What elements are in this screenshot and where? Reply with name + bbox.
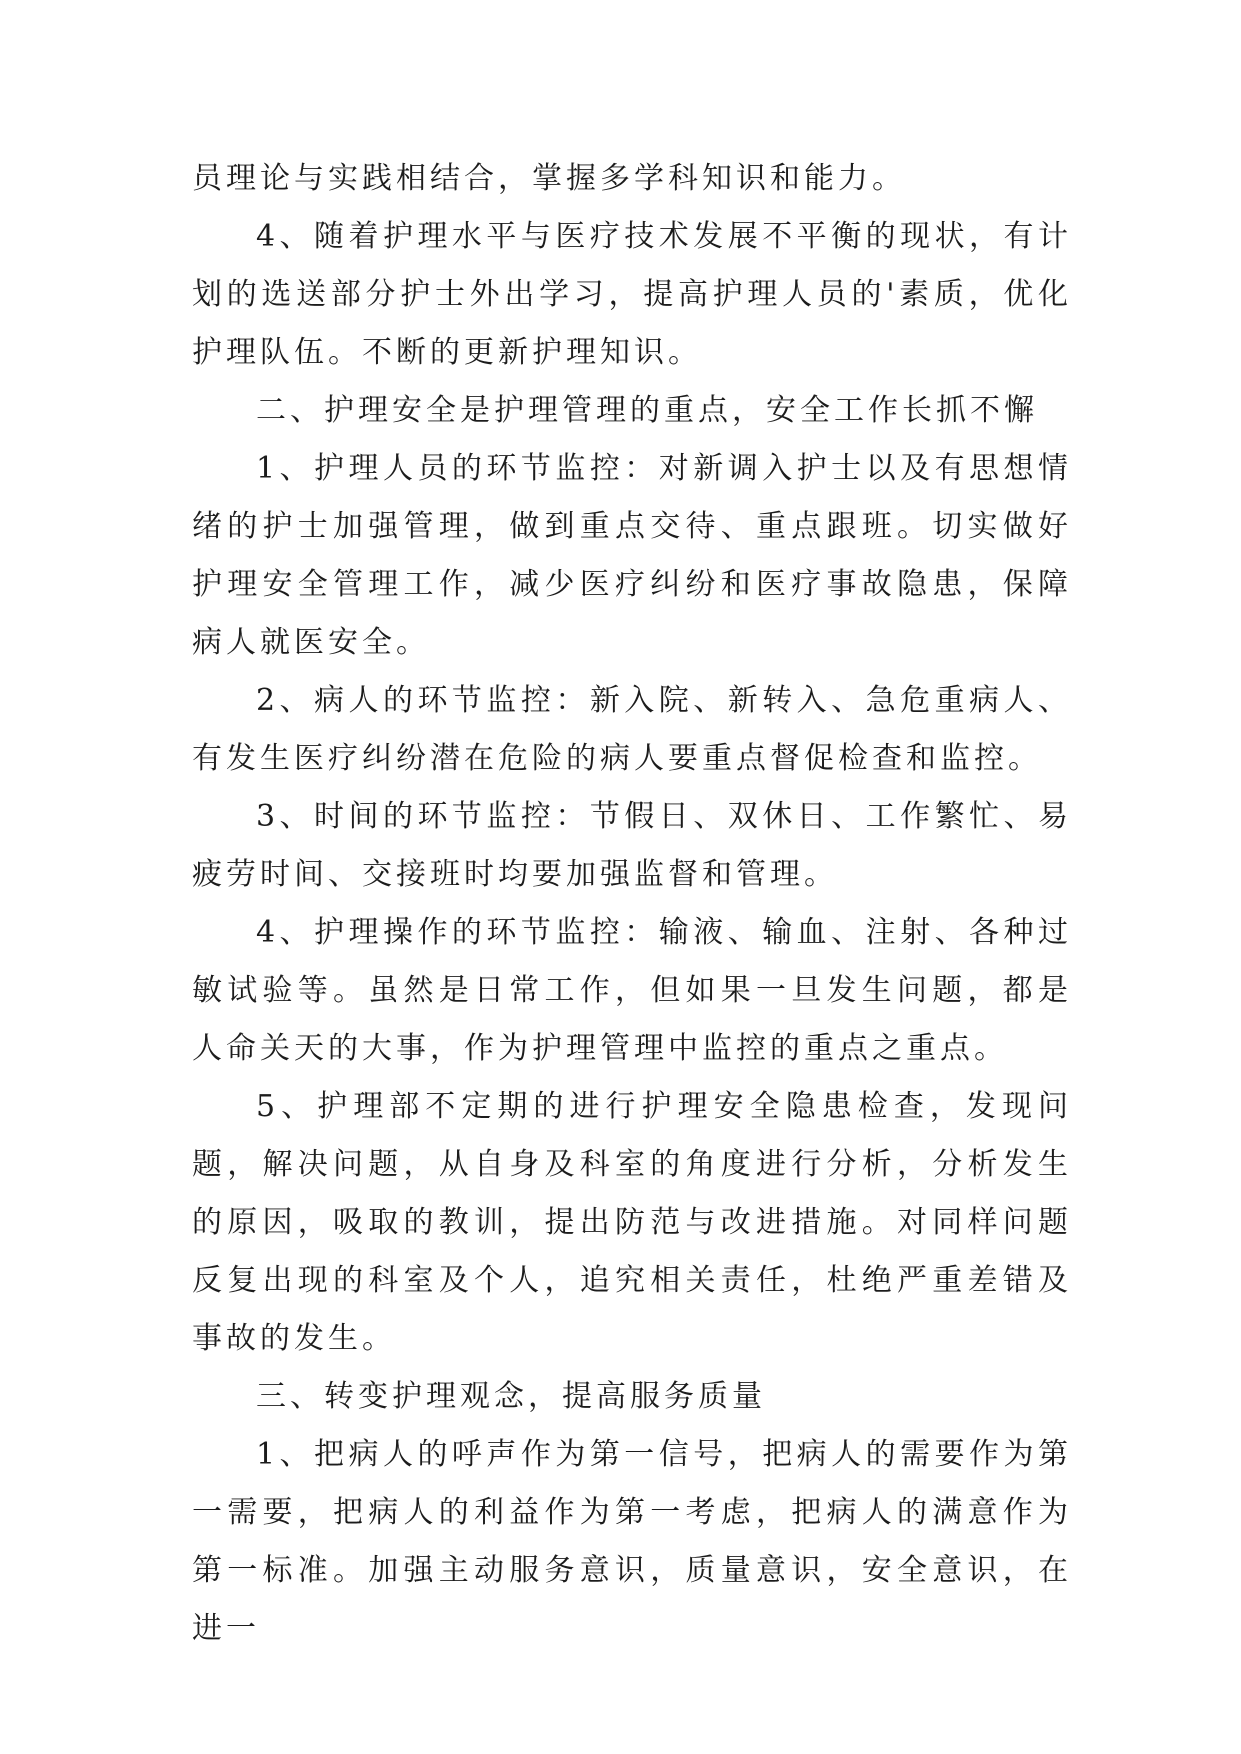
paragraph-continuation: 员理论与实践相结合，掌握多学科知识和能力。 <box>192 161 906 196</box>
paragraph-patient-monitoring: 2、病人的环节监控：新入院、新转入、急危重病人、有发生医疗纠纷潜在危险的病人要重点督促检查和监控。 <box>192 683 1072 776</box>
paragraph-operation-monitoring: 4、护理操作的环节监控：输液、输血、注射、各种过敏试验等。虽然是日常工作，但如果一旦发生问题，都是人命关天的大事，作为护理管理中监控的重点之重点。 <box>192 915 1072 1066</box>
paragraph-item-4-training: 4、随着护理水平与医疗技术发展不平衡的现状，有计划的选送部分护士外出学习，提高护理人员的'素质，优化护理队伍。不断的更新护理知识。 <box>192 219 1072 370</box>
paragraph-staff-monitoring: 1、护理人员的环节监控：对新调入护士以及有思想情绪的护士加强管理，做到重点交待、重点跟班。切实做好护理安全管理工作，减少医疗纠纷和医疗事故隐患，保障病人就医安全。 <box>192 451 1072 660</box>
paragraph-safety-inspection: 5、护理部不定期的进行护理安全隐患检查，发现问题，解决问题，从自身及科室的角度进行分析，分析发生的原因，吸取的教训，提出防范与改进措施。对同样问题反复出现的科室及个人，追究相关责任，杜绝严重差错及事故的发生。 <box>192 1089 1072 1356</box>
section-heading-2: 二、护理安全是护理管理的重点，安全工作长抓不懈 <box>256 393 1038 428</box>
paragraph-time-monitoring: 3、时间的环节监控：节假日、双休日、工作繁忙、易疲劳时间、交接班时均要加强监督和管理。 <box>192 799 1072 892</box>
section-heading-3: 三、转变护理观念，提高服务质量 <box>256 1379 766 1414</box>
paragraph-patient-first: 1、把病人的呼声作为第一信号，把病人的需要作为第一需要，把病人的利益作为第一考虑，把病人的满意作为第一标准。加强主动服务意识，质量意识，安全意识，在进一 <box>192 1437 1072 1646</box>
document-body <box>192 150 1072 1658</box>
